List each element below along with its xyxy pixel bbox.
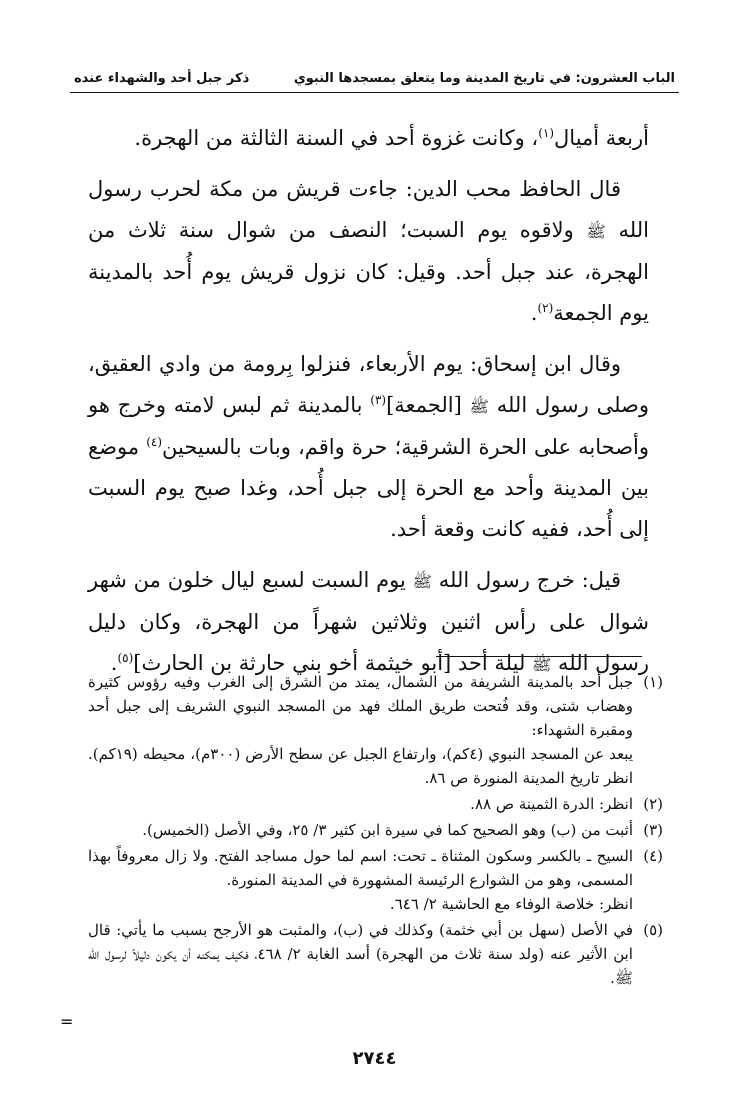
footnote-number: (٢) (643, 795, 663, 813)
footnote-number: (١) (643, 673, 663, 691)
paragraph-1 (88, 118, 649, 159)
chapter-title: الباب العشرون: في تاريخ المدينة وما يتعلق بمسجدها النبوي (293, 71, 675, 86)
text-run: وقال ابن إسحاق: يوم الأربعاء، فنزلوا بِرومة من وادي العقيق، وصلى رسول الله (88, 352, 649, 417)
paragraph-2 (88, 169, 649, 334)
footnote-text: في الأصل (سهل بن أبي خثمة) وكذلك في (ب)، والمثبت هو الأرجح بسبب ما يأتي: قال ابن الأثير عنه (ولد سنة ثلاث من الهجرة) أسد الغابة ٢/ ٤٦٨، فكيف يمكنه أن يكون دليلاً لرسول الله ﷺ. (88, 921, 633, 987)
footnote-body (88, 844, 633, 916)
footnote-ref-3: (٣) (370, 393, 387, 407)
text-run: بالمدينة ثم لبس لامته وخرج هو وأصحابه على الحرة الشرقية؛ حرة واقم، وبات بالسيحين (88, 393, 649, 459)
header-rule (70, 92, 679, 93)
footnote-4 (88, 844, 663, 916)
running-header (74, 62, 675, 86)
footnote-text: جبل أحد بالمدينة الشريفة من الشمال، يمتد من الشرق إلى الغرب وفيه رؤوس كثيرة وهضاب شتى، وقد فُتحت طريق الملك فهد من المسجد النبوي الشريف إلى جبل أحد ومقبرة الشهداء: (88, 673, 634, 739)
footnote-number: (٥) (643, 921, 663, 939)
salawat-glyph: ﷺ (586, 222, 606, 241)
footnote-body (88, 792, 633, 816)
footnote-3 (88, 818, 663, 842)
continuation-mark: = (60, 1012, 74, 1031)
page-number: ٢٧٤٤ (352, 1048, 397, 1069)
text-run: قال الحافظ محب الدين: جاءت قريش من مكة لحرب رسول الله (88, 177, 649, 242)
footnote-ref-4: (٤) (146, 435, 163, 449)
salawat-glyph: ﷺ (412, 572, 432, 591)
text-run: يوم السبت لسبع ليال خلون من شهر شوال على رأس اثنين وثلاثين شهراً من الهجرة، وكان دليل رسول الله (88, 568, 649, 675)
salawat-glyph: ﷺ (469, 397, 489, 416)
footnote-number: (٤) (643, 847, 663, 865)
footnote-text: يبعد عن المسجد النبوي (٤كم)، وارتفاع الجبل عن سطح الأرض (٣٠٠م)، محيطه (١٩كم). انظر تاريخ المدينة المنورة ص ٨٦. (88, 745, 633, 787)
text-run: [الجمعة] (386, 393, 470, 417)
footnote-ref-5: (٥) (117, 651, 134, 665)
footnote-1 (88, 670, 663, 790)
text-run: . (110, 651, 118, 675)
footnote-2 (88, 792, 663, 816)
footnote-ref-1: (١) (538, 126, 555, 140)
salawat-glyph: ﷺ (532, 655, 552, 674)
footnote-body (88, 818, 633, 842)
text-run: قيل: خرج رسول الله (431, 568, 622, 592)
footnote-text: السيح ـ بالكسر وسكون المثناة ـ تحت: اسم لما حول مساجد الفتح. ولا زال معروفاً بهذا المسمى، وهو من الشوارع الرئيسة المشهورة في المدينة المنورة. (88, 847, 633, 889)
footnote-text: انظر: الدرة الثمينة ص ٨٨. (470, 795, 633, 813)
paragraph-3 (88, 344, 649, 550)
text-run: ولاقوه يوم السبت؛ النصف من شوال سنة ثلاث من الهجرة، عند جبل أحد. وقيل: كان نزول قريش يوم أُحد بالمدينة يوم الجمعة (88, 218, 649, 325)
footnote-body (88, 918, 633, 990)
main-text (88, 118, 649, 695)
text-run: موضع بين المدينة وأحد مع الحرة إلى جبل أُحد، وغدا صبح يوم السبت إلى أُحد، ففيه كانت وقعة أحد. (88, 435, 649, 541)
text-run: أربعة أميال (554, 126, 649, 150)
text-run: ليلة أحد [أبو خيثمة أخو بني حارثة بن الحارث] (133, 651, 533, 675)
footnote-ref-2: (٢) (537, 301, 554, 315)
footnotes (88, 670, 663, 992)
footnote-number: (٣) (643, 821, 663, 839)
footnote-5 (88, 918, 663, 990)
footnote-body (88, 670, 633, 790)
text-run: . (530, 301, 538, 325)
paragraph-4 (88, 560, 649, 685)
footnote-text: أثبت من (ب) وهو الصحيح كما في سيرة ابن كثير ٣/ ٢٥، وفي الأصل (الخميس). (142, 821, 633, 839)
section-title: ذكر جبل أحد والشهداء عنده (74, 71, 250, 86)
footnote-text: انظر: خلاصة الوفاء مع الحاشية ٢/ ٦٤٦. (389, 895, 633, 913)
footnote-rule (436, 656, 642, 657)
text-run: ، وكانت غزوة أحد في السنة الثالثة من الهجرة. (134, 126, 539, 150)
